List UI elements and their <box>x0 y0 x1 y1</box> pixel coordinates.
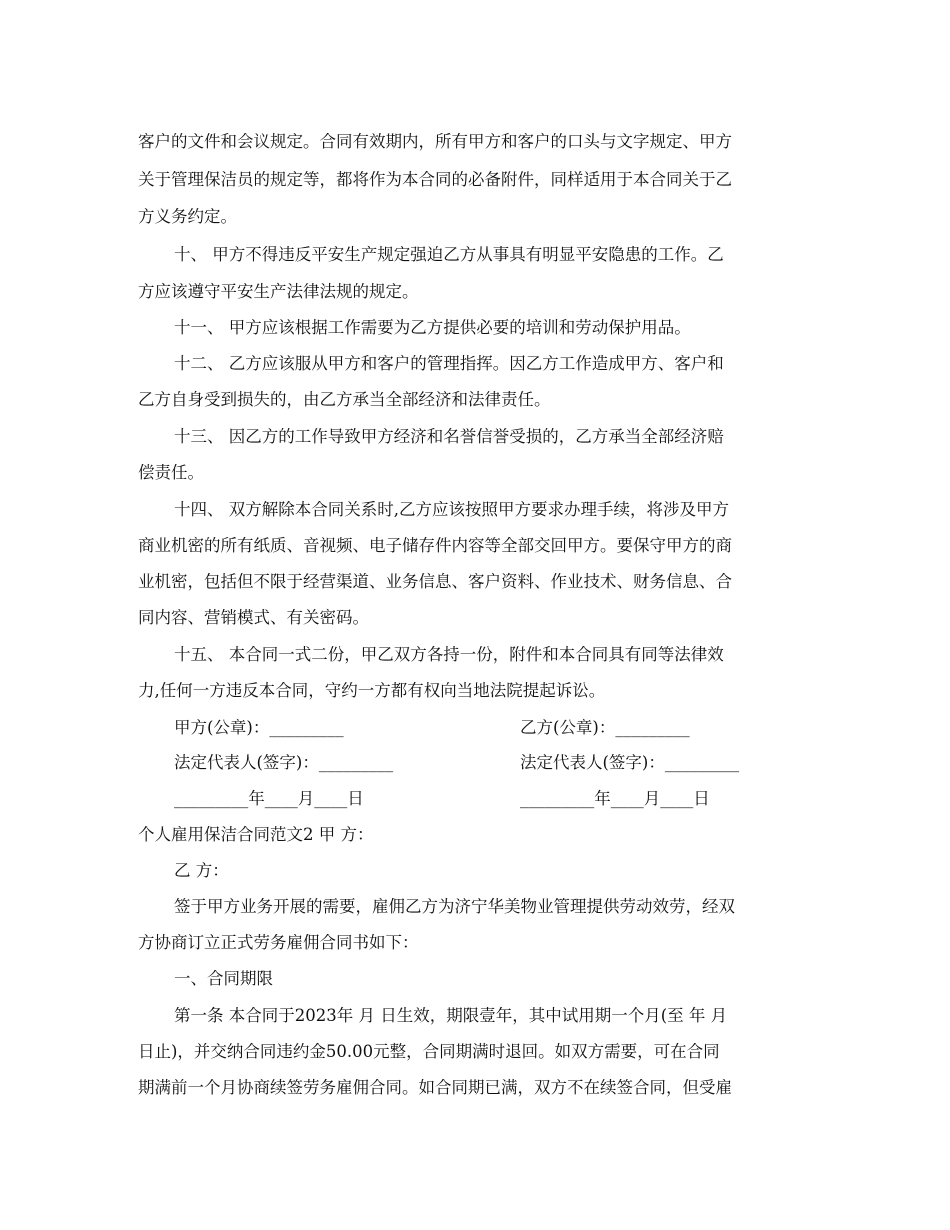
paragraph-line: 关于管理保洁员的规定等，都将作为本合同的必备附件，同样适用于本合同关于乙 <box>138 170 732 189</box>
party-b-seal: 乙方(公章)：_________ <box>520 718 690 737</box>
article-1-cont: 日止)，并交纳合同违约金50.00元整，合同期满时退回。如双方需要，可在合同 <box>138 1042 720 1061</box>
second-contract-party-b: 乙 方： <box>174 861 229 880</box>
article-1: 第一条 本合同于2023年 月 日生效，期限壹年，其中试用期一个月(至 年 月 <box>174 1006 728 1025</box>
section-heading: 一、合同期限 <box>174 969 273 988</box>
clause-14-cont: 商业机密的所有纸质、音视频、电子储存件内容等全部交回甲方。要保守甲方的商 <box>138 536 732 555</box>
clause-13: 十三、 因乙方的工作导致甲方经济和名誉信誉受损的，乙方承当全部经济赔 <box>174 427 724 446</box>
party-a-seal: 甲方(公章)：_________ <box>174 718 344 737</box>
party-a-representative: 法定代表人(签字)：_________ <box>174 753 394 772</box>
second-contract-intro: 签于甲方业务开展的需要，雇佣乙方为济宁华美物业管理提供劳动效劳，经双 <box>174 897 735 916</box>
clause-11: 十一、 甲方应该根据工作需要为乙方提供必要的培训和劳动保护用品。 <box>174 318 691 337</box>
clause-15-cont: 力,任何一方违反本合同，守约一方都有权向当地法院提起诉讼。 <box>138 681 606 700</box>
clause-12: 十二、 乙方应该服从甲方和客户的管理指挥。因乙方工作造成甲方、客户和 <box>174 354 724 373</box>
article-1-cont: 期满前一个月协商续签劳务雇佣合同。如合同期已满，双方不在续签合同，但受雇 <box>138 1078 732 1097</box>
clause-15: 十五、 本合同一式二份，甲乙双方各持一份，附件和本合同具有同等法律效 <box>174 645 724 664</box>
clause-14-cont: 业机密，包括但不限于经营渠道、业务信息、客户资料、作业技术、财务信息、合 <box>138 572 732 591</box>
party-a-date: _________年____月____日 <box>174 789 364 808</box>
clause-10-cont: 方应该遵守平安生产法律法规的规定。 <box>138 282 419 301</box>
clause-14: 十四、 双方解除本合同关系时,乙方应该按照甲方要求办理手续，将涉及甲方 <box>174 500 729 519</box>
clause-10: 十、 甲方不得违反平安生产规定强迫乙方从事具有明显平安隐患的工作。乙 <box>174 245 724 264</box>
clause-14-cont: 同内容、营销模式、有关密码。 <box>138 608 369 627</box>
paragraph-line: 方义务约定。 <box>138 207 237 226</box>
clause-12-cont: 乙方自身受到损失的，由乙方承当全部经济和法律责任。 <box>138 390 551 409</box>
paragraph-line: 客户的文件和会议规定。合同有效期内，所有甲方和客户的口头与文字规定、甲方 <box>138 132 732 151</box>
second-contract-title: 个人雇用保洁合同范文2 甲 方： <box>138 825 374 844</box>
clause-13-cont: 偿责任。 <box>138 463 204 482</box>
party-b-representative: 法定代表人(签字)：_________ <box>520 753 740 772</box>
second-contract-intro-cont: 方协商订立正式劳务雇佣合同书如下： <box>138 933 419 952</box>
party-b-date: _________年____月____日 <box>520 789 710 808</box>
